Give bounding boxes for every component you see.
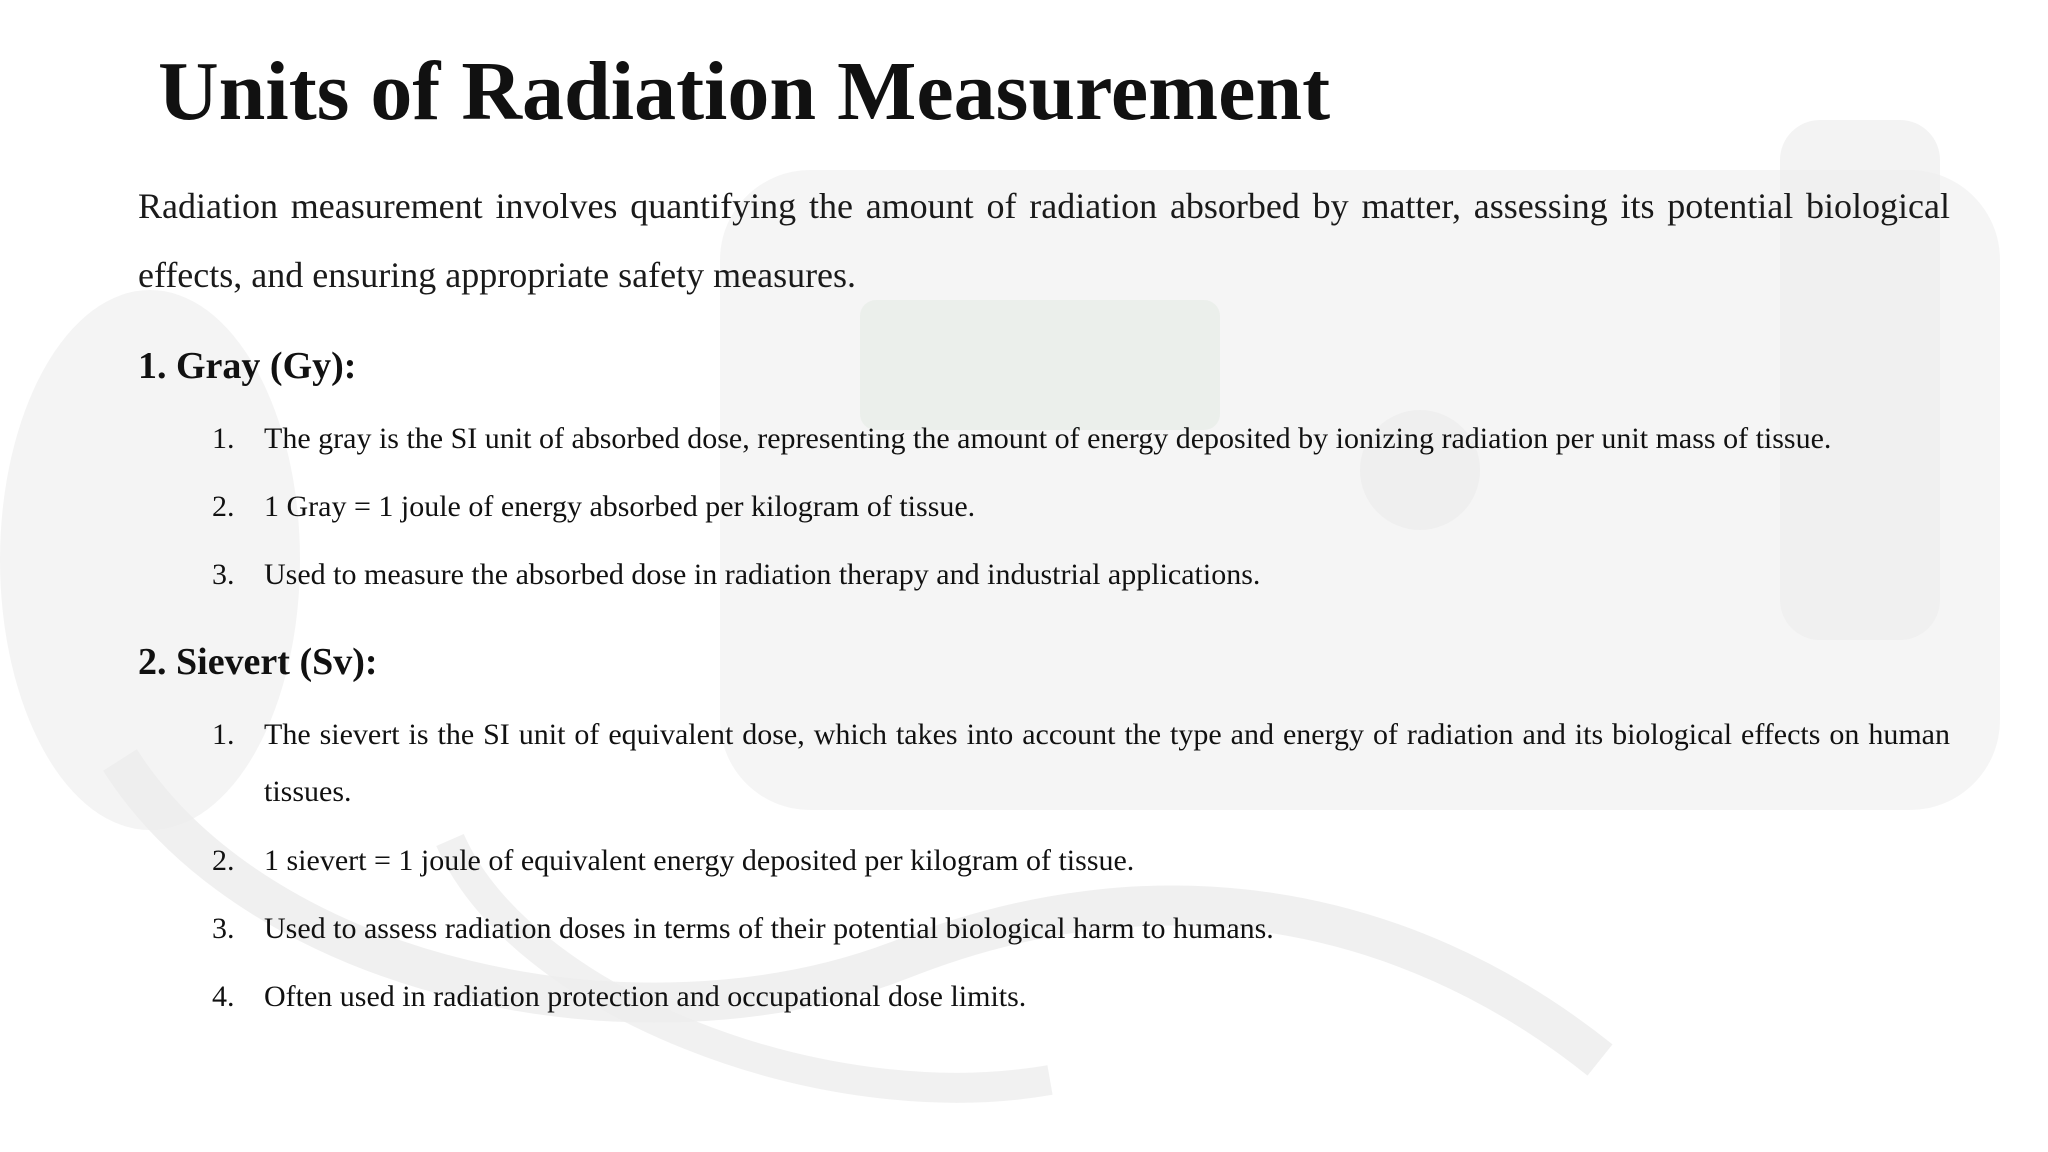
- list-item: [212, 968, 1950, 1025]
- list-item: [212, 706, 1950, 820]
- list-item-number: 3.: [212, 912, 235, 945]
- list-item-text: 1 sievert = 1 joule of equivalent energy deposited per kilogram of tissue.: [264, 844, 1135, 877]
- list-item: [212, 900, 1950, 957]
- list-item-number: 2.: [212, 844, 235, 877]
- list-item-text: 1 Gray = 1 joule of energy absorbed per kilogram of tissue.: [264, 490, 976, 523]
- list-item-number: 4.: [212, 980, 235, 1013]
- list-item: [212, 478, 1950, 535]
- list-item: [212, 410, 1950, 467]
- list-item-number: 3.: [212, 558, 235, 591]
- list-item-number: 1.: [212, 718, 235, 751]
- list-item-text: Often used in radiation protection and occupational dose limits.: [264, 980, 1027, 1013]
- intro-paragraph: Radiation measurement involves quantifying the amount of radiation absorbed by matter, assessing its potential biological effects, and ensuring appropriate safety measures.: [138, 186, 1950, 295]
- list-item-number: 1.: [212, 422, 235, 455]
- list-item-number: 2.: [212, 490, 235, 523]
- sievert-section-heading: 2. Sievert (Sv):: [138, 641, 378, 683]
- slide-title: Units of Radiation Measurement: [158, 45, 1331, 138]
- list-item: [212, 832, 1950, 889]
- list-item-text: Used to measure the absorbed dose in radiation therapy and industrial applications.: [264, 558, 1261, 591]
- gray-section-heading: 1. Gray (Gy):: [138, 345, 357, 387]
- list-item-text: Used to assess radiation doses in terms of their potential biological harm to humans.: [264, 912, 1274, 945]
- list-item-text: The gray is the SI unit of absorbed dose, representing the amount of energy deposited by ionizing radiation per unit mass of tissue.: [264, 422, 1832, 455]
- list-item-text: The sievert is the SI unit of equivalent dose, which takes into account the type and energy of radiation and its biological effects on human tissues.: [264, 718, 1950, 808]
- list-item: [212, 546, 1950, 603]
